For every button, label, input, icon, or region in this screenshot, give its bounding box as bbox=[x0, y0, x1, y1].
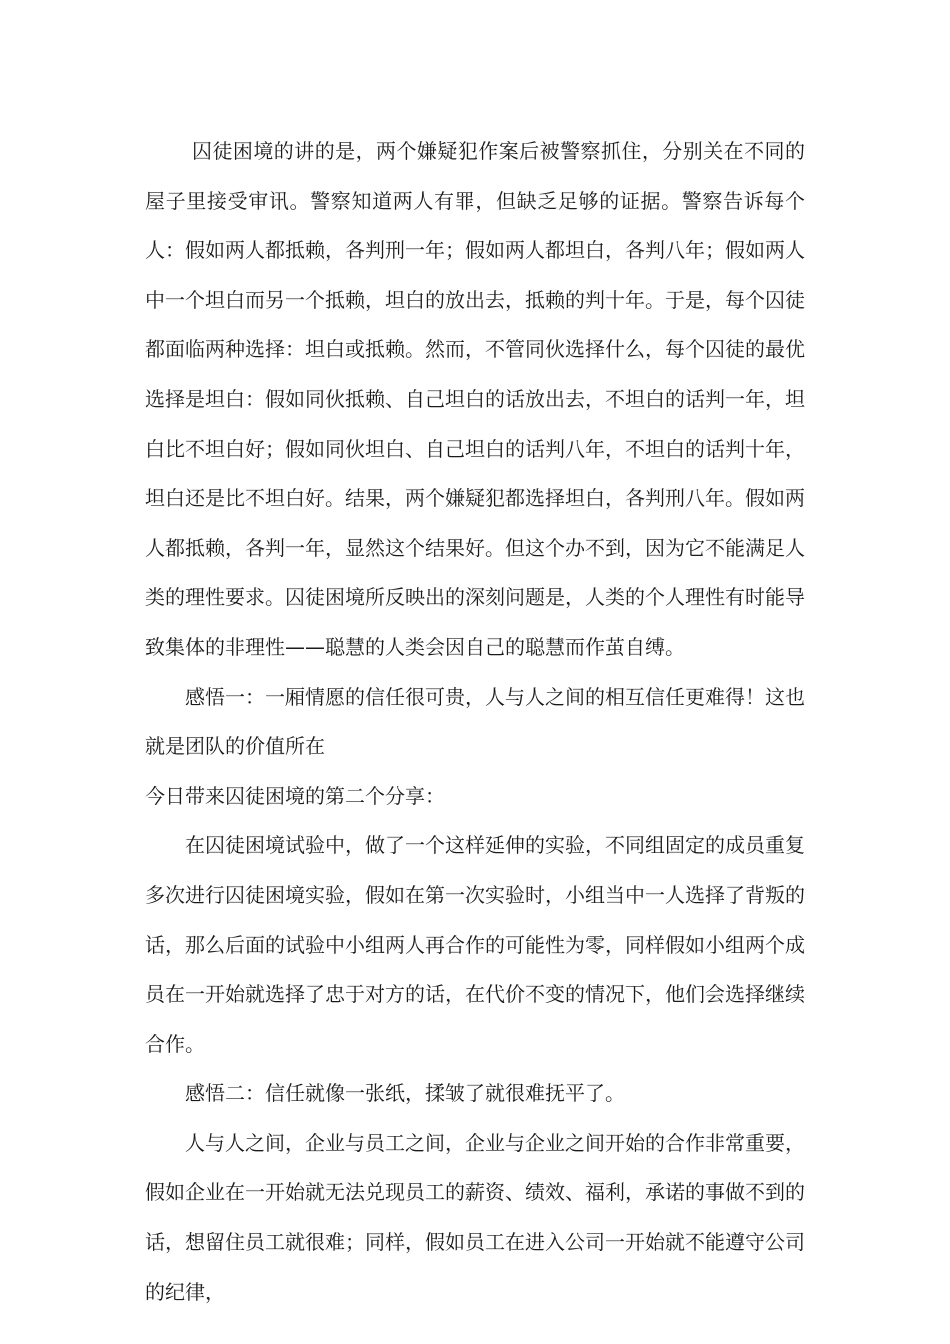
paragraph-prisoners-dilemma-intro: 囚徒困境的讲的是，两个嫌疑犯作案后被警察抓住，分别关在不同的屋子里接受审讯。警察知道两人有罪，但缺乏足够的证据。警察告诉每个人：假如两人都抵赖，各判刑一年；假如两人都坦白，各判八年；假如两人中一个坦白而另一个抵赖，坦白的放出去，抵赖的判十年。于是，每个囚徒都面临两种选择：坦白或抵赖。然而，不管同伙选择什么，每个囚徒的最优选择是坦白：假如同伙抵赖、自己坦白的话放出去，不坦白的话判一年，坦白比不坦白好；假如同伙坦白、自己坦白的话判八年，不坦白的话判十年，坦白还是比不坦白好。结果，两个嫌疑犯都选择坦白，各判刑八年。假如两人都抵赖，各判一年，显然这个结果好。但这个办不到，因为它不能满足人类的理性要求。囚徒困境所反映出的深刻问题是，人类的个人理性有时能导致集体的非理性——聪慧的人类会因自己的聪慧而作茧自缚。 bbox=[145, 139, 805, 659]
document-body bbox=[145, 127, 805, 1317]
paragraph-repeated-experiment: 在囚徒困境试验中，做了一个这样延伸的实验，不同组固定的成员重复多次进行囚徒困境实验，假如在第一次实验时，小组当中一人选择了背叛的话，那么后面的试验中小组两人再合作的可能性为零，同样假如小组两个成员在一开始就选择了忠于对方的话，在代价不变的情况下，他们会选择继续合作。 bbox=[145, 833, 805, 1056]
paragraph-insight-two: 感悟二：信任就像一张纸，揉皱了就很难抚平了。 bbox=[185, 1081, 625, 1106]
paragraph-cooperation-importance: 人与人之间，企业与员工之间，企业与企业之间开始的合作非常重要，假如企业在一开始就无法兑现员工的薪资、绩效、福利，承诺的事做不到的话，想留住员工就很难；同样，假如员工在进入公司一开始就不能遵守公司的纪律， bbox=[145, 1130, 805, 1304]
paragraph-insight-one: 感悟一：一厢情愿的信任很可贵，人与人之间的相互信任更难得！这也就是团队的价值所在 bbox=[145, 684, 805, 759]
paragraph-second-share-heading: 今日带来囚徒困境的第二个分享： bbox=[145, 783, 445, 808]
